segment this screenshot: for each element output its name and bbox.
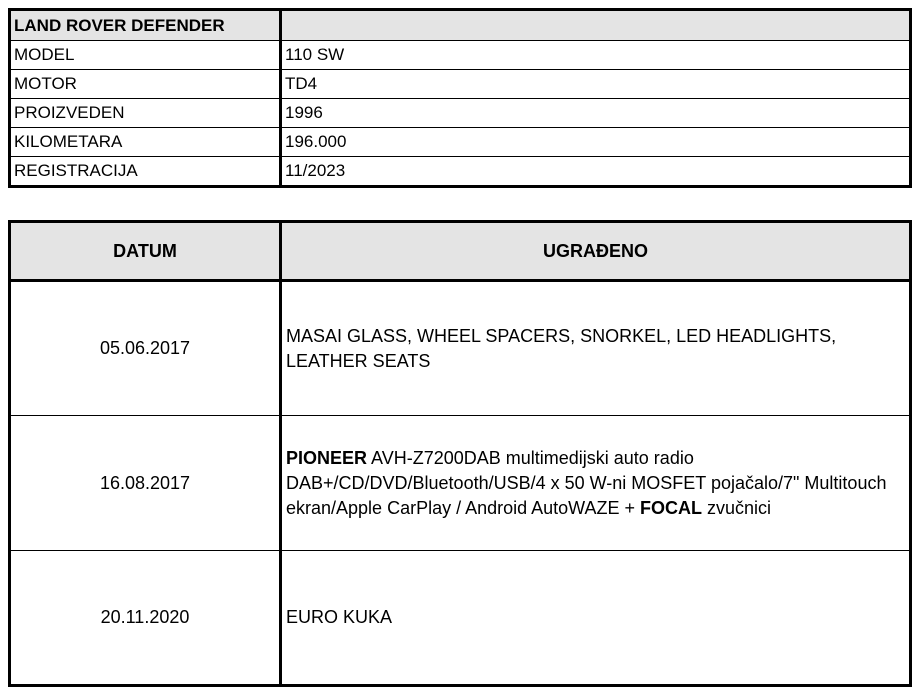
spec-label: MOTOR: [11, 70, 281, 99]
spec-label: REGISTRACIJA: [11, 157, 281, 186]
history-description: [281, 416, 910, 551]
brand-name: PIONEER: [286, 447, 368, 468]
spec-value: 196.000: [281, 128, 910, 157]
spec-value: TD4: [281, 70, 910, 99]
date-column-header: DATUM: [11, 223, 281, 281]
spec-row-model: [11, 41, 910, 70]
vehicle-title-row: [11, 11, 910, 41]
spec-value: 110 SW: [281, 41, 910, 70]
vehicle-title-empty-cell: [281, 11, 910, 41]
history-description: EURO KUKA: [281, 551, 910, 685]
vehicle-spec-table: [10, 10, 910, 186]
vehicle-title: LAND ROVER DEFENDER: [11, 11, 281, 41]
spec-label: PROIZVEDEN: [11, 99, 281, 128]
history-date: 16.08.2017: [11, 416, 281, 551]
history-date: 20.11.2020: [11, 551, 281, 685]
service-history-table: [10, 222, 910, 685]
spec-value: 1996: [281, 99, 910, 128]
history-date: 05.06.2017: [11, 281, 281, 416]
installed-column-header: UGRAĐENO: [281, 223, 910, 281]
spec-value: 11/2023: [281, 157, 910, 186]
history-row: [11, 551, 910, 685]
spec-row-mileage: [11, 128, 910, 157]
description-text: zvučnici: [702, 497, 772, 518]
history-description: MASAI GLASS, WHEEL SPACERS, SNORKEL, LED HEADLIGHTS, LEATHER SEATS: [281, 281, 910, 416]
spec-label: MODEL: [11, 41, 281, 70]
spec-row-registration: [11, 157, 910, 186]
spec-row-motor: [11, 70, 910, 99]
description-text: AVH-Z7200DAB multimedijski auto radio DAB+/CD/DVD/Bluetooth/USB/4 x 50 W-ni MOSFET pojačalo/7" Multitouch ekran/Apple CarPlay / Android AutoWAZE +: [286, 447, 887, 518]
history-header-row: [11, 223, 910, 281]
spec-row-produced: [11, 99, 910, 128]
history-row: [11, 281, 910, 416]
history-row: [11, 416, 910, 551]
brand-name: FOCAL: [640, 497, 703, 518]
spec-label: KILOMETARA: [11, 128, 281, 157]
